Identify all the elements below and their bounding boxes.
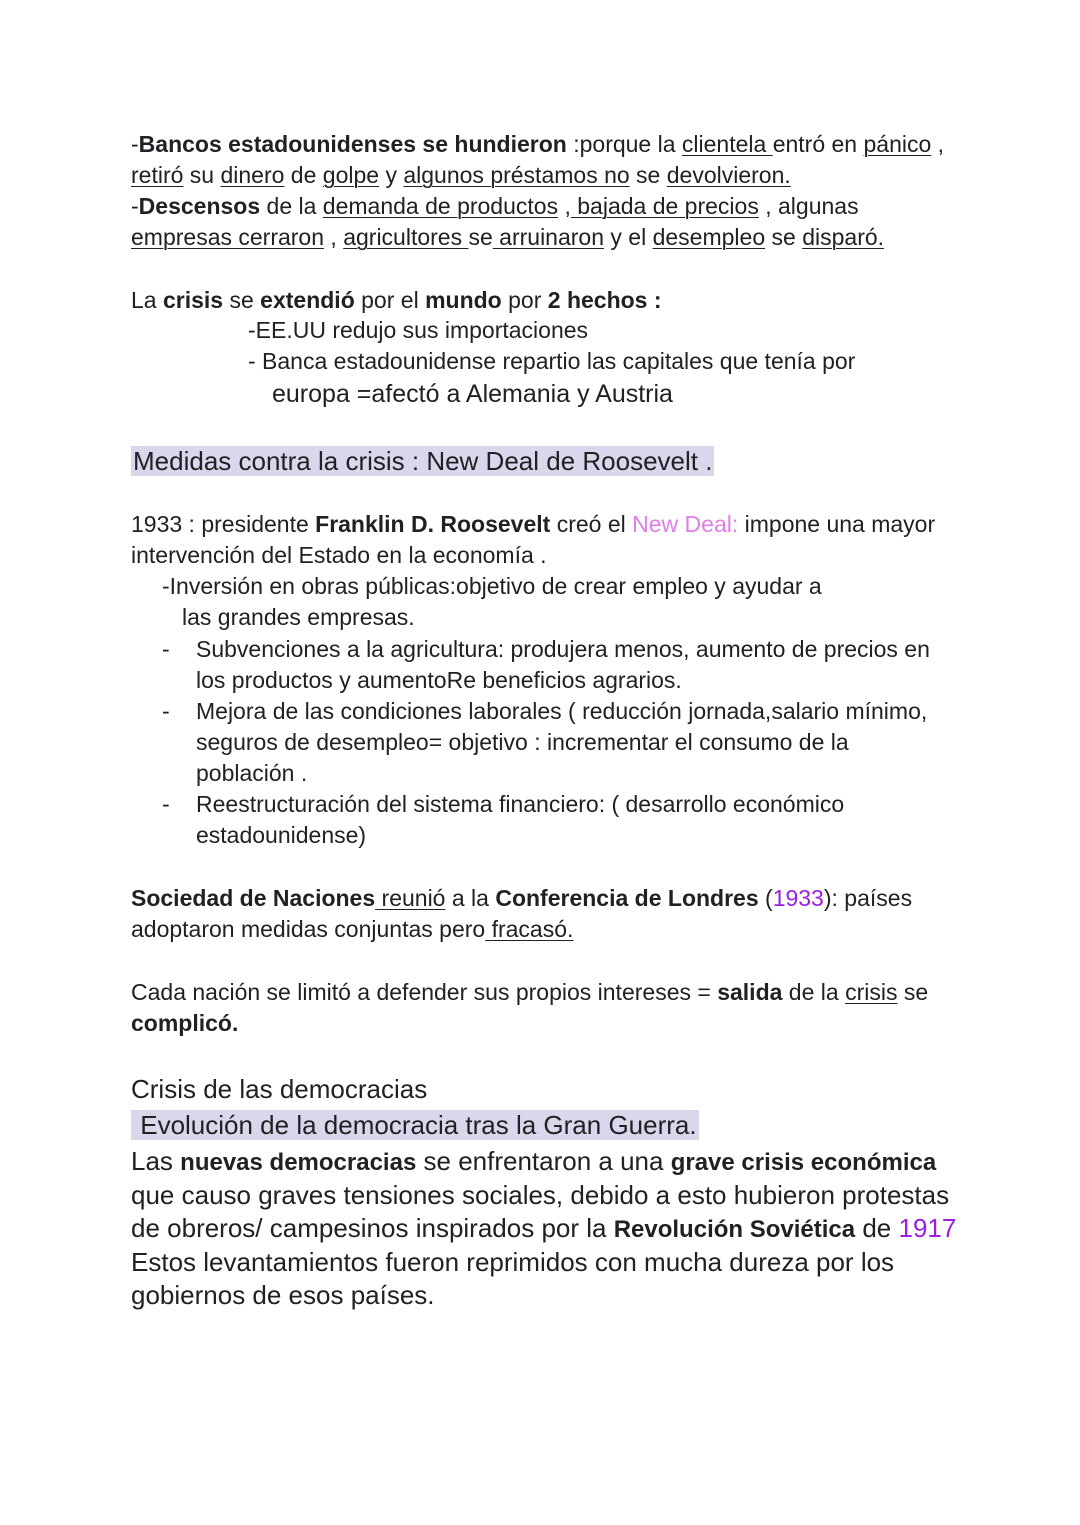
text-span: creó el: [550, 511, 633, 537]
colored-year: 1917: [898, 1213, 957, 1243]
list-item-line: estadounidense): [196, 822, 367, 848]
underlined-term: reunió: [375, 885, 446, 911]
text-span: ): países: [823, 885, 913, 911]
colored-term: New Deal:: [632, 511, 739, 537]
bullet-dash: -: [162, 791, 170, 817]
underlined-term: algunos préstamos no: [403, 162, 630, 188]
text-line: - Banca estadounidense repartio las capitales que tenía por: [248, 348, 856, 374]
text-line: [131, 916, 573, 944]
text-span: ,: [931, 131, 945, 157]
section-heading: [131, 446, 714, 477]
list-item-line: población .: [196, 760, 308, 786]
underlined-term: dinero: [220, 162, 285, 188]
list-item-line: seguros de desempleo= objetivo : incrementar el consumo de la: [196, 729, 849, 755]
underlined-term: desempleo: [652, 224, 766, 250]
section-subheading: [131, 1110, 699, 1141]
text-span: de la: [260, 193, 323, 219]
highlighted-heading: Medidas contra la crisis : New Deal de Roosevelt .: [133, 446, 713, 476]
text-span: Las: [131, 1146, 181, 1176]
text-span: Cada nación se limitó a defender sus propios intereses =: [131, 979, 718, 1005]
text-line: gobiernos de esos países.: [131, 1280, 435, 1310]
text-span: de la: [782, 979, 846, 1005]
underlined-term: fracasó.: [485, 916, 574, 942]
text-span: de: [855, 1213, 899, 1243]
text-line: [131, 1146, 936, 1178]
text-line: [131, 979, 928, 1007]
bullet-dash: -: [162, 636, 170, 662]
bold-term: Descensos: [138, 193, 261, 219]
text-span: impone una mayor: [738, 511, 936, 537]
section-heading: Crisis de las democracias: [131, 1074, 428, 1104]
text-span: -: [131, 193, 139, 219]
highlighted-heading: Evolución de la democracia tras la Gran Guerra.: [133, 1110, 697, 1140]
text-span: se: [468, 224, 493, 250]
text-span: de: [284, 162, 323, 188]
bold-term: Sociedad de Naciones: [131, 885, 376, 911]
text-line: intervención del Estado en la economía .: [131, 542, 547, 568]
underlined-term: bajada de precios: [570, 193, 759, 219]
text-span: ,: [558, 193, 571, 219]
text-line: [131, 1213, 956, 1245]
list-item-line: Mejora de las condiciones laborales ( reducción jornada,salario mínimo,: [196, 698, 928, 724]
bold-term: Bancos estadounidenses se hundieron: [138, 131, 567, 157]
text-line: europa =afectó a Alemania y Austria: [272, 380, 673, 408]
list-item-line: Subvenciones a la agricultura: produjera menos, aumento de precios en: [196, 636, 930, 662]
text-line: Estos levantamientos fueron reprimidos con mucha dureza por los: [131, 1247, 895, 1277]
text-span: su: [183, 162, 221, 188]
bold-term: 2 hechos :: [547, 287, 662, 313]
underlined-term: agricultores: [343, 224, 469, 250]
underlined-term: crisis: [845, 979, 898, 1005]
bold-term: Franklin D. Roosevelt: [315, 511, 551, 537]
text-span: ,: [324, 224, 344, 250]
text-span: por el: [354, 287, 426, 313]
bold-term: mundo: [425, 287, 502, 313]
text-span: se enfrentaron a una: [416, 1146, 671, 1176]
text-span: a la: [445, 885, 496, 911]
list-item-line: Reestructuración del sistema financiero: ( desarrollo económico: [196, 791, 845, 817]
text-span: se: [629, 162, 667, 188]
text-span: :porque la: [566, 131, 682, 157]
bold-term: crisis: [162, 287, 224, 313]
bold-term: complicó.: [131, 1010, 239, 1036]
text-line: [131, 287, 662, 315]
bold-term: grave crisis económica: [670, 1149, 937, 1176]
text-span: (: [758, 885, 773, 911]
text-span: -: [131, 131, 139, 157]
text-span: por: [501, 287, 548, 313]
text-line: [131, 131, 944, 159]
text-span: se: [897, 979, 929, 1005]
underlined-term: devolvieron.: [666, 162, 791, 188]
text-span: adoptaron medidas conjuntas pero: [131, 916, 486, 942]
text-line: -Inversión en obras públicas:objetivo de crear empleo y ayudar a: [162, 573, 822, 599]
text-span: , algunas: [758, 193, 859, 219]
text-line: [131, 1010, 238, 1038]
text-line: [131, 885, 912, 913]
text-span: entró en: [772, 131, 864, 157]
underlined-term: golpe: [322, 162, 380, 188]
text-span: La: [131, 287, 163, 313]
text-line: las grandes empresas.: [182, 604, 415, 630]
text-span: se: [765, 224, 803, 250]
underlined-term: empresas cerraron: [131, 224, 325, 250]
bold-term: Revolución Soviética: [613, 1216, 856, 1243]
text-line: que causo graves tensiones sociales, debido a esto hubieron protestas: [131, 1180, 950, 1210]
text-line: [131, 162, 791, 190]
list-item-line: los productos y aumentoRe beneficios agrarios.: [196, 667, 682, 693]
text-line: [131, 193, 859, 221]
text-line: [131, 224, 884, 252]
text-span: se: [223, 287, 261, 313]
underlined-term: retiró: [131, 162, 184, 188]
colored-year: 1933: [772, 885, 824, 911]
text-span: y: [379, 162, 404, 188]
text-span: 1933 : presidente: [131, 511, 316, 537]
text-span: de obreros/ campesinos inspirados por la: [131, 1213, 614, 1243]
text-line: [131, 511, 935, 539]
underlined-term: demanda de productos: [322, 193, 559, 219]
underlined-term: disparó.: [802, 224, 885, 250]
underlined-term: clientela: [681, 131, 773, 157]
bold-term: salida: [717, 979, 783, 1005]
underlined-term: arruinaron: [492, 224, 605, 250]
bullet-dash: -: [162, 698, 170, 724]
text-line: -EE.UU redujo sus importaciones: [248, 317, 589, 343]
underlined-term: pánico: [863, 131, 932, 157]
bold-term: extendió: [260, 287, 355, 313]
bold-term: nuevas democracias: [180, 1149, 417, 1176]
bold-term: Conferencia de Londres: [495, 885, 759, 911]
text-span: y el: [604, 224, 653, 250]
